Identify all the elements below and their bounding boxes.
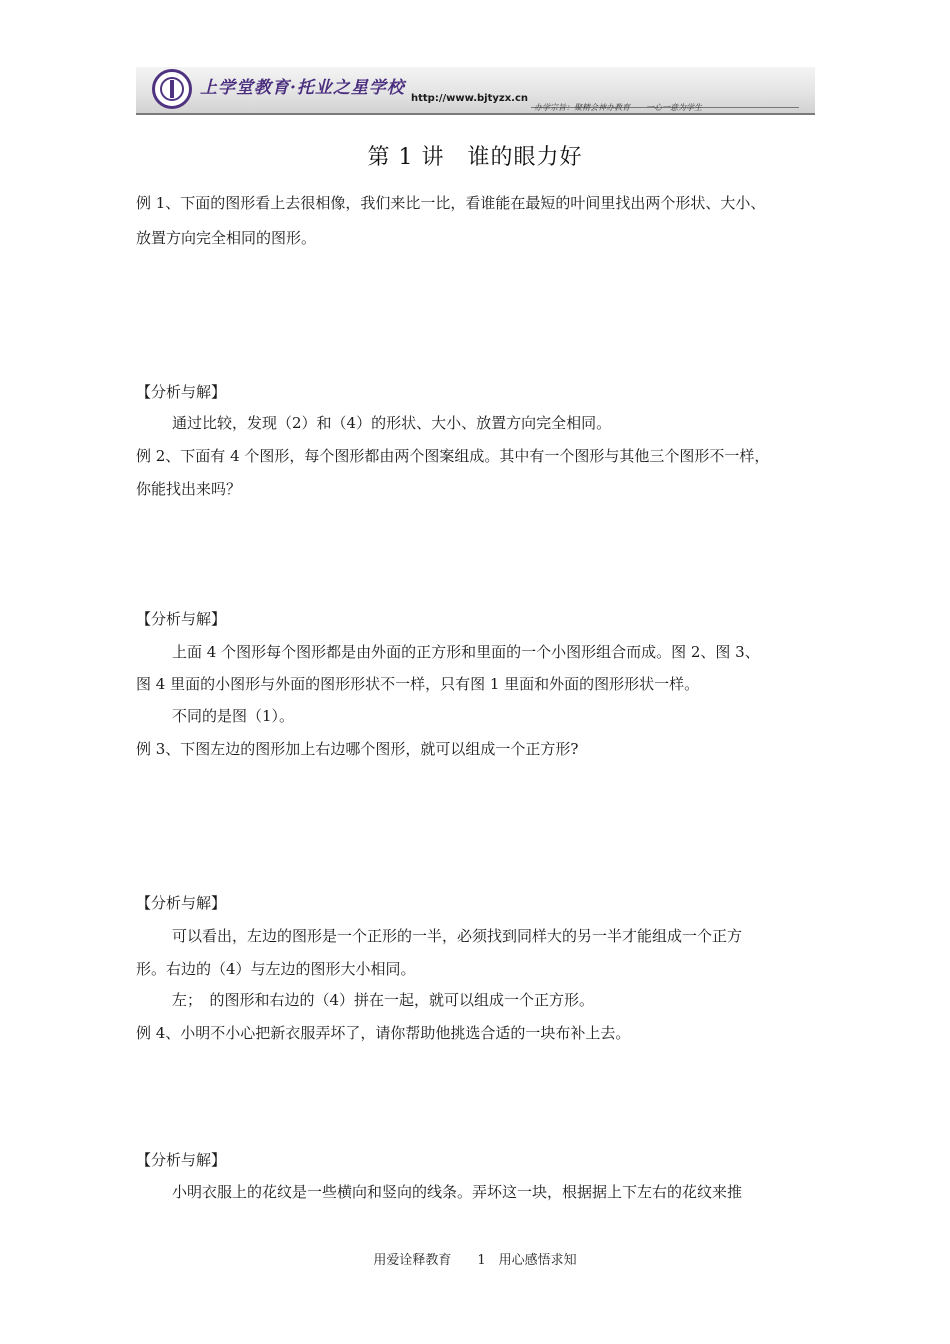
school-motto: 办学宗旨：聚精会神办教育 一心一意为学生 — [534, 103, 702, 112]
analysis-1-text: 通过比较，发现（2）和（4）的形状、大小、放置方向完全相同。 — [172, 414, 612, 432]
example-2-line-2: 你能找出来吗？ — [136, 480, 242, 498]
analysis-4-line-1: 小明衣服上的花纹是一些横向和竖向的线条。弄坏这一块，根据据上下左右的花纹来推 — [172, 1183, 743, 1201]
example-3-text: 例 3、下图左边的图形加上右边哪个图形，就可以组成一个正方形? — [136, 740, 579, 758]
website-url[interactable]: http://www.bjtyzx.cn — [411, 93, 529, 104]
brand-name: 上学堂教育·托业之星学校 — [200, 78, 405, 98]
analysis-2-line-1: 上面 4 个图形每个图形都是由外面的正方形和里面的一个小图形组合而成。图 2、图 3、 — [172, 643, 760, 661]
page-title: 第 1 讲 谁的眼力好 — [367, 145, 583, 170]
analysis-3-line-3: 左； 的图形和右边的（4）拼在一起，就可以组成一个正方形。 — [172, 991, 595, 1009]
analysis-3-line-1: 可以看出，左边的图形是一个正形的一半，必须找到同样大的另一半才能组成一个正方 — [172, 927, 743, 945]
analysis-heading-4: 【分析与解】 — [136, 1151, 227, 1169]
analysis-heading-1: 【分析与解】 — [136, 383, 227, 401]
analysis-2-line-3: 不同的是图（1）。 — [172, 707, 295, 725]
example-2-line-1: 例 2、下面有 4 个图形，每个图形都由两个图案组成。其中有一个图形与其他三个图形不一样， — [136, 447, 770, 465]
example-1-line-2: 放置方向完全相同的图形。 — [136, 229, 317, 247]
analysis-2-line-2: 图 4 里面的小图形与外面的图形形状不一样，只有图 1 里面和外面的图形形状一样。 — [136, 675, 700, 693]
page-footer: 用爱诠释教育 1 用心感悟求知 — [373, 1253, 577, 1268]
analysis-3-line-2: 形。右边的（4）与左边的图形大小相同。 — [136, 960, 416, 978]
example-4-text: 例 4、小明不小心把新衣服弄坏了，请你帮助他挑选合适的一块布补上去。 — [136, 1024, 631, 1042]
header-banner — [136, 67, 815, 115]
example-1-line-1: 例 1、下面的图形看上去很相像，我们来比一比，看谁能在最短的叶间里找出两个形状、大小、 — [136, 194, 766, 212]
analysis-heading-2: 【分析与解】 — [136, 610, 227, 628]
school-seal-icon — [152, 69, 192, 109]
analysis-heading-3: 【分析与解】 — [136, 894, 227, 912]
